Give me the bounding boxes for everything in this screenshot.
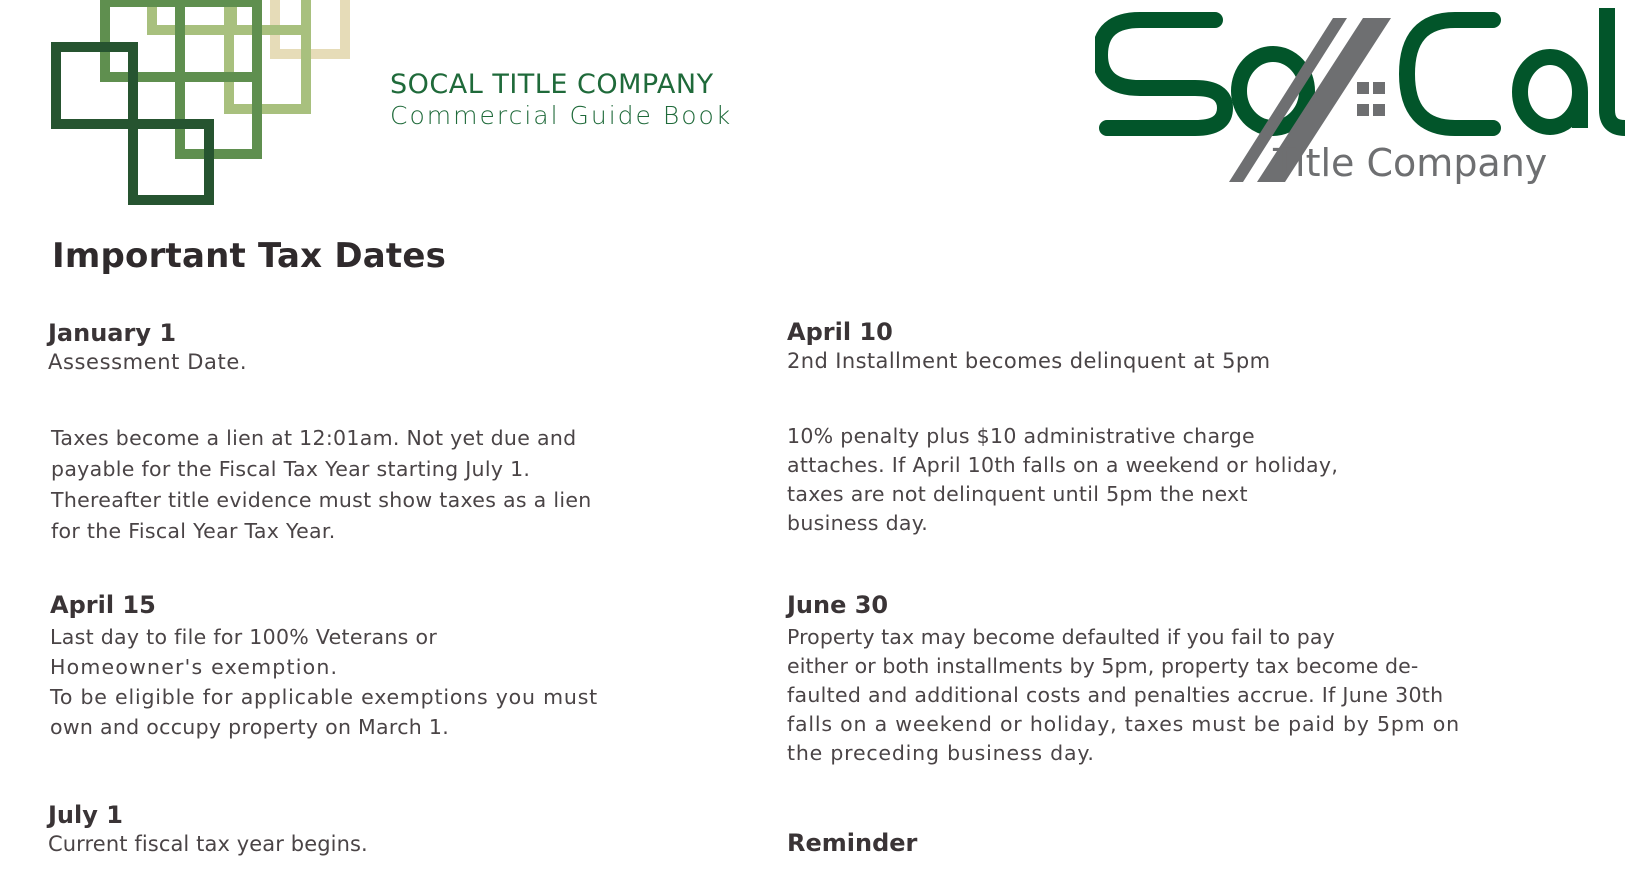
- entry-subtitle: Assessment Date.: [48, 350, 248, 374]
- entry-date: Reminder: [787, 829, 918, 857]
- entry-date: April 10: [787, 318, 893, 346]
- entry-subtitle: Current fiscal tax year begins.: [48, 832, 368, 856]
- entry-body-line: falls on a weekend or holiday, taxes must be paid by 5pm on: [787, 712, 1460, 736]
- entry-body-line: taxes are not delinquent until 5pm the next: [787, 482, 1248, 506]
- entry-body-line: To be eligible for applicable exemptions you must: [50, 685, 599, 709]
- entry-reminder: [787, 828, 1487, 858]
- entry-body-line: Property tax may become defaulted if you fail to pay: [787, 625, 1335, 649]
- entry-body-line: 10% penalty plus $10 administrative charge: [787, 424, 1255, 448]
- entry-date: January 1: [48, 319, 177, 347]
- entry-body-line: Thereafter title evidence must show taxes as a lien: [51, 488, 592, 512]
- entry-body-line: business day.: [787, 511, 929, 535]
- entry-body-line: own and occupy property on March 1.: [50, 715, 450, 739]
- page-title: Important Tax Dates: [52, 236, 447, 276]
- guide-title: Commercial Guide Book: [390, 101, 733, 130]
- entry-july-1: [48, 800, 688, 858]
- entry-date: June 30: [787, 591, 889, 619]
- company-name: SOCAL TITLE COMPANY: [390, 69, 714, 100]
- entry-body-line: for the Fiscal Year Tax Year.: [51, 519, 336, 543]
- entry-body-line: Last day to file for 100% Veterans or: [50, 625, 438, 649]
- entry-body-line: either or both installments by 5pm, property tax become de-: [787, 654, 1419, 678]
- entry-body-line: payable for the Fiscal Tax Year starting July 1.: [51, 457, 531, 481]
- entry-body-line: attaches. If April 10th falls on a weekend or holiday,: [787, 453, 1339, 477]
- entry-body-line: faulted and additional costs and penalties accrue. If June 30th: [787, 683, 1444, 707]
- entry-date: July 1: [48, 801, 123, 829]
- entry-body-line: Homeowner's exemption.: [50, 655, 339, 679]
- entry-june-30: [787, 590, 1547, 768]
- entry-april-15: [50, 590, 690, 742]
- svg-text:Title Company: Title Company: [1273, 141, 1548, 185]
- socal-title-company-logo-icon: [1095, 0, 1625, 200]
- entry-subtitle: 2nd Installment becomes delinquent at 5pm: [787, 349, 1271, 373]
- entry-date: April 15: [50, 591, 156, 619]
- entry-body-line: Taxes become a lien at 12:01am. Not yet due and: [51, 426, 577, 450]
- entry-body-line: the preceding business day.: [787, 741, 1095, 765]
- brand-text: [390, 70, 732, 132]
- entry-april-10: [787, 317, 1487, 538]
- interlocking-squares-logo-icon: [0, 0, 360, 210]
- entry-january-1: [48, 318, 688, 547]
